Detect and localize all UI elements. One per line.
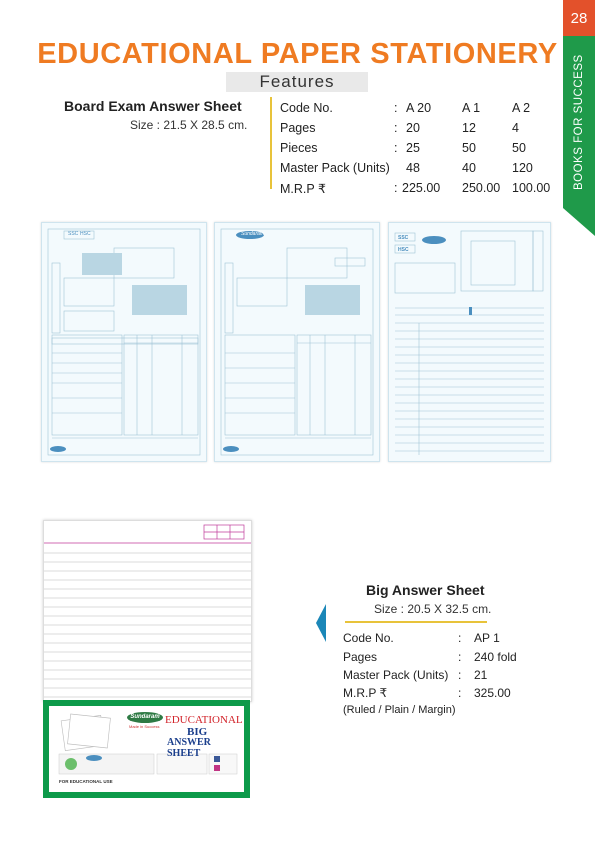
big-spec-sep: : xyxy=(458,686,462,700)
divider-vertical xyxy=(270,97,272,189)
cover-tagline: Made in Success xyxy=(129,724,160,729)
big-spec-sep: : xyxy=(458,668,462,682)
hsc-label: HSC xyxy=(80,231,91,237)
spec-label: Pieces xyxy=(280,141,318,155)
spec-value: A 2 xyxy=(512,101,531,115)
spec-value: 12 xyxy=(462,121,476,135)
spec-value: A 20 xyxy=(406,101,432,115)
cover-line-2: BIG xyxy=(187,726,208,738)
big-spec-value: 325.00 xyxy=(474,686,511,700)
spec-label: Code No. xyxy=(280,101,333,115)
spec-label: M.R.P ₹ xyxy=(280,182,326,196)
answer-sheet-sample-1 xyxy=(41,222,207,462)
big-spec-label: Code No. xyxy=(343,631,394,645)
ssc-label: SSC xyxy=(68,231,79,237)
brand-label: Sundaram xyxy=(241,231,265,237)
ruled-sheet xyxy=(43,520,252,702)
product-cover xyxy=(43,700,250,798)
spec-value: 50 xyxy=(512,141,526,155)
spec-sep: : xyxy=(394,181,398,195)
spec-value: 4 xyxy=(512,121,519,135)
spec-value: 120 xyxy=(512,161,533,175)
section-heading: Features xyxy=(226,72,368,92)
page-number: 28 xyxy=(563,0,595,36)
spec-value: 48 xyxy=(406,161,420,175)
board-product-size: Size : 21.5 X 28.5 cm. xyxy=(130,118,248,132)
big-spec-label: Pages xyxy=(343,650,378,664)
big-spec-note: (Ruled / Plain / Margin) xyxy=(343,704,456,716)
divider-horizontal xyxy=(345,621,487,623)
spec-value: 50 xyxy=(462,141,476,155)
answer-sheet-sample-3 xyxy=(388,222,551,462)
page-title: EDUCATIONAL PAPER STATIONERY xyxy=(37,38,558,70)
answer-sheet-sample-2 xyxy=(214,222,380,462)
big-spec-label: M.R.P ₹ xyxy=(343,686,388,700)
spec-sep: : xyxy=(394,141,398,155)
big-spec-label: Master Pack (Units) xyxy=(343,668,449,682)
cover-card xyxy=(49,706,244,792)
spec-value: 20 xyxy=(406,121,420,135)
hsc-label: HSC xyxy=(398,247,409,253)
spec-label: Master Pack (Units) xyxy=(280,161,390,175)
spec-value: 25 xyxy=(406,141,420,155)
big-spec-value: AP 1 xyxy=(474,631,500,645)
spec-value: A 1 xyxy=(462,101,481,115)
big-spec-value: 240 fold xyxy=(474,650,517,664)
big-spec-sep: : xyxy=(458,631,462,645)
side-tab-label: BOOKS FOR SUCCESS xyxy=(573,54,585,191)
ssc-label: SSC xyxy=(398,235,409,241)
spec-label: Pages xyxy=(280,121,316,135)
cover-line-1: EDUCATIONAL xyxy=(165,714,243,726)
spec-value: 100.00 xyxy=(512,181,551,195)
spec-value: 40 xyxy=(462,161,476,175)
big-product-name: Big Answer Sheet xyxy=(366,582,485,598)
spec-value: 225.00 xyxy=(402,181,441,195)
big-spec-value: 21 xyxy=(474,668,488,682)
cover-footer: FOR EDUCATIONAL USE xyxy=(59,779,113,784)
spec-sep: : xyxy=(394,121,398,135)
pointer-arrow-icon xyxy=(316,604,326,642)
cover-line-3: ANSWER SHEET xyxy=(167,737,211,759)
spec-value: 250.00 xyxy=(462,181,501,195)
big-product-size: Size : 20.5 X 32.5 cm. xyxy=(374,602,492,616)
spec-sep: : xyxy=(394,101,398,115)
board-product-name: Board Exam Answer Sheet xyxy=(64,98,242,114)
big-spec-sep: : xyxy=(458,650,462,664)
cover-logo: Sundaram xyxy=(127,712,163,723)
